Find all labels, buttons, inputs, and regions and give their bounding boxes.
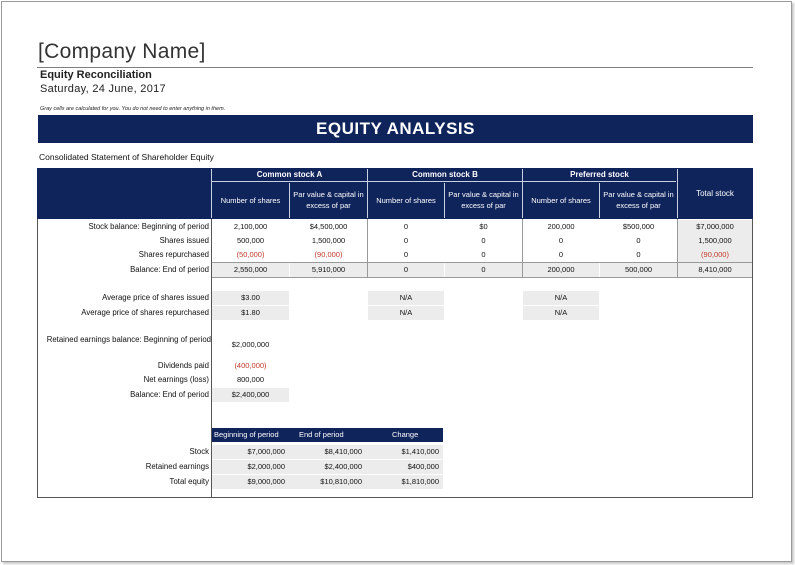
cell-p-par-end: 500,000 (600, 263, 677, 277)
cell-p-par-repurchased[interactable]: 0 (636, 250, 641, 259)
summary-stock-end: $8,410,000 (289, 445, 366, 459)
avg-issued-label: Average price of shares issued (102, 293, 209, 302)
cell-p-par-begin[interactable]: $500,000 (622, 222, 655, 231)
group-preferred-stock: Preferred stock (523, 169, 676, 182)
cell-b-shares-end: 0 (368, 263, 444, 277)
retained-end-value: $2,400,000 (212, 388, 289, 402)
avg-issued-a: $3.00 (212, 291, 289, 305)
summary-total-end: $10,810,000 (289, 475, 366, 489)
retained-begin-label: Retained earnings balance: Beginning of period (46, 335, 211, 344)
group-common-stock-b: Common stock B (368, 169, 522, 182)
company-name[interactable]: [Company Name] (38, 40, 206, 63)
cell-a-par-issued[interactable]: 1,500,000 (311, 236, 346, 245)
col-header-p-shares: Number of shares (531, 195, 591, 205)
cell-a-shares-issued[interactable]: 500,000 (236, 236, 265, 245)
summary-stock-begin: $7,000,000 (212, 445, 289, 459)
col-header-b-par: Par value & capital in excess of par (448, 190, 519, 210)
summary-total-change: $1,810,000 (366, 475, 443, 489)
col-header-total-stock: Total stock (696, 188, 734, 198)
cell-total-end: 8,410,000 (678, 263, 752, 277)
row-label-repurchased: Shares repurchased (138, 250, 209, 259)
cell-total-issued: 1,500,000 (678, 234, 752, 248)
summary-total-label: Total equity (169, 477, 209, 486)
cell-total-begin: $7,000,000 (678, 220, 752, 234)
group-common-stock-a: Common stock A (212, 169, 367, 182)
cell-b-shares-issued[interactable]: 0 (403, 236, 409, 245)
retained-end-label: Balance: End of period (130, 390, 209, 399)
cell-total-repurchased: (90,000) (678, 248, 752, 262)
col-header-b-shares: Number of shares (376, 195, 436, 205)
col-header-p-par: Par value & capital in excess of par (603, 190, 674, 210)
cell-p-shares-issued[interactable]: 0 (558, 236, 564, 245)
section-title: Consolidated Statement of Shareholder Equity (39, 152, 214, 162)
summary-stock-label: Stock (189, 447, 209, 456)
row-label-end: Balance: End of period (130, 265, 209, 274)
gray-cells-note: Gray cells are calculated for you. You do not need to enter anything in them. (40, 106, 226, 112)
summary-header-beginning: Beginning of period (212, 428, 289, 442)
cell-b-par-issued[interactable]: 0 (481, 236, 486, 245)
cell-p-shares-repurchased[interactable]: 0 (558, 250, 564, 259)
cell-b-par-end: 0 (445, 263, 522, 277)
avg-repurchased-b: N/A (368, 306, 444, 320)
cell-a-par-repurchased[interactable]: (90,000) (314, 250, 343, 259)
cell-a-shares-repurchased[interactable]: (50,000) (236, 250, 265, 259)
summary-stock-change: $1,410,000 (366, 445, 443, 459)
avg-repurchased-label: Average price of shares repurchased (81, 308, 209, 317)
avg-repurchased-a: $1.80 (212, 306, 289, 320)
cell-b-shares-repurchased[interactable]: 0 (403, 250, 409, 259)
summary-retained-change: $400,000 (366, 460, 443, 474)
net-earnings-value[interactable]: 800,000 (236, 375, 265, 384)
cell-b-par-begin[interactable]: $0 (479, 222, 488, 231)
summary-header-change: Change (366, 428, 443, 442)
equity-analysis-banner: EQUITY ANALYSIS (38, 115, 753, 143)
cell-p-shares-end: 200,000 (523, 263, 599, 277)
cell-a-par-end: 5,910,000 (290, 263, 367, 277)
col-header-a-par: Par value & capital in excess of par (293, 190, 364, 210)
avg-repurchased-p: N/A (523, 306, 599, 320)
dividends-label: Dividends paid (157, 361, 209, 370)
report-subtitle[interactable]: Equity Reconciliation (40, 69, 152, 81)
cell-b-shares-begin[interactable]: 0 (403, 222, 409, 231)
title-divider (37, 67, 753, 68)
retained-begin-value[interactable]: $2,000,000 (231, 340, 270, 349)
summary-retained-end: $2,400,000 (289, 460, 366, 474)
summary-retained-begin: $2,000,000 (212, 460, 289, 474)
cell-p-par-issued[interactable]: 0 (636, 236, 641, 245)
cell-a-par-begin[interactable]: $4,500,000 (309, 222, 348, 231)
avg-issued-b: N/A (368, 291, 444, 305)
report-date[interactable]: Saturday, 24 June, 2017 (40, 83, 166, 95)
section-rule (212, 277, 752, 278)
col-header-a-shares: Number of shares (220, 195, 281, 205)
net-earnings-label: Net earnings (loss) (143, 375, 209, 384)
summary-retained-label: Retained earnings (145, 462, 209, 471)
cell-b-par-repurchased[interactable]: 0 (481, 250, 486, 259)
cell-a-shares-end: 2,550,000 (212, 263, 289, 277)
avg-issued-p: N/A (523, 291, 599, 305)
cell-p-shares-begin[interactable]: 200,000 (547, 222, 575, 231)
summary-header-end: End of period (289, 428, 366, 442)
summary-total-begin: $9,000,000 (212, 475, 289, 489)
row-label-begin: Stock balance: Beginning of period (88, 222, 209, 231)
row-label-issued: Shares issued (159, 236, 209, 245)
cell-a-shares-begin[interactable]: 2,100,000 (233, 222, 268, 231)
dividends-value[interactable]: (400,000) (234, 361, 267, 370)
